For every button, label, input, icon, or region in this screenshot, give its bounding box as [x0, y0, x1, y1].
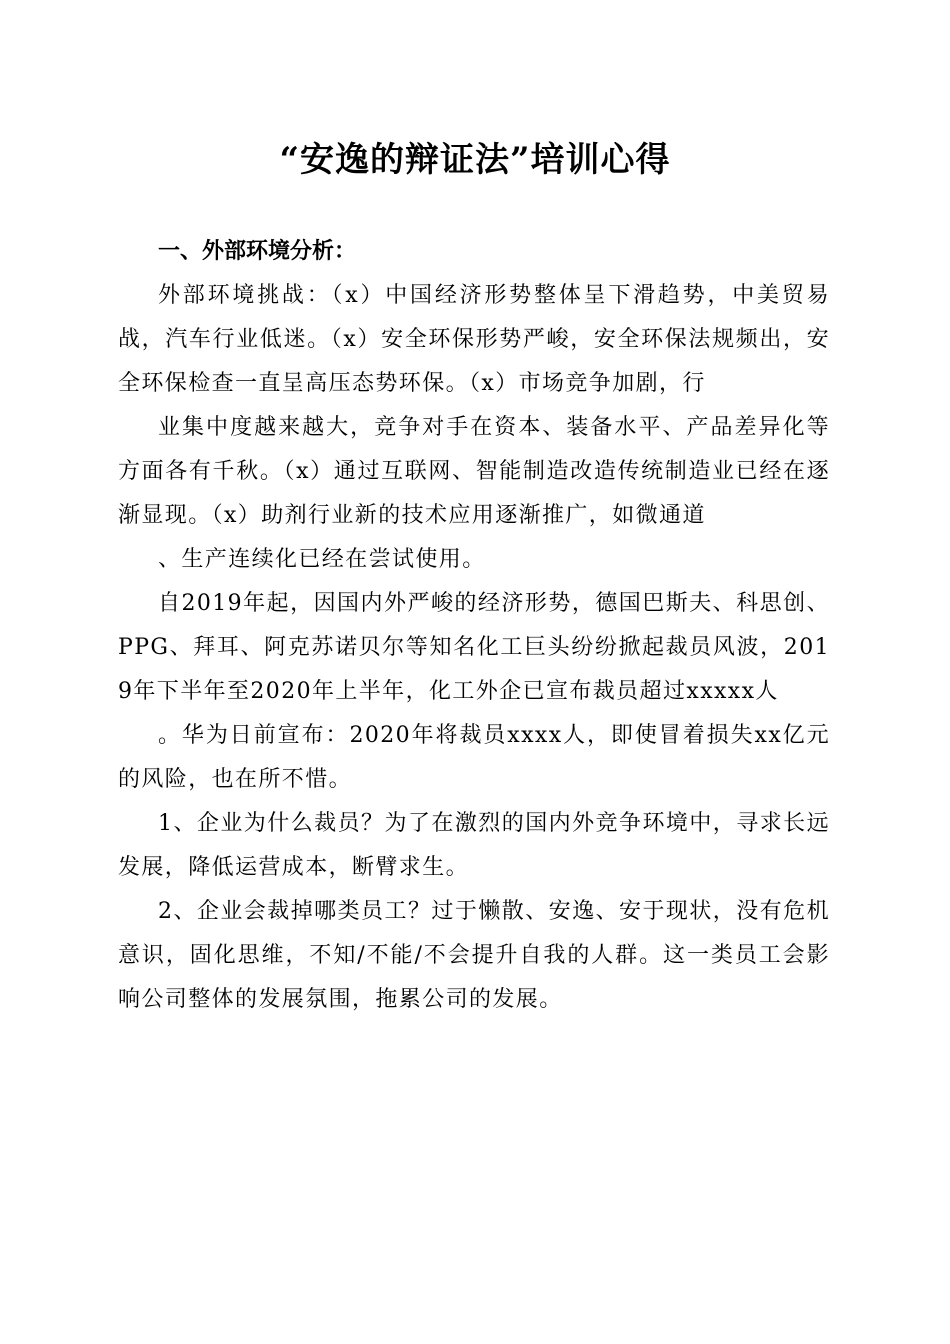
paragraph-4: 自2019年起，因国内外严峻的经济形势，德国巴斯夫、科思创、PPG、拜耳、阿克苏诺贝尔等知名化工巨头纷纷掀起裁员风波，2019年下半年至2020年上半年，化工外企已宣布裁员超过xxxxx人 [118, 591, 830, 704]
paragraph-6: 1、企业为什么裁员？为了在激烈的国内外竞争环境中，寻求长远发展，降低运营成本，断臂求生。 [118, 811, 830, 880]
paragraph-1: 外部环境挑战：（x）中国经济形势整体呈下滑趋势，中美贸易战，汽车行业低迷。（x）安全环保形势严峻，安全环保法规频出，安全环保检查一直呈高压态势环保。（x）市场竞争加剧，行 [118, 283, 830, 396]
document-body [118, 230, 830, 1022]
document-title: “安逸的辩证法”培训心得 [279, 140, 671, 180]
paragraph-2: 业集中度越来越大，竞争对手在资本、装备水平、产品差异化等方面各有千秋。（x）通过互联网、智能制造改造传统制造业已经在逐渐显现。（x）助剂行业新的技术应用逐渐推广，如微通道 [118, 415, 830, 528]
section-heading: 一、外部环境分析： [158, 239, 357, 264]
paragraph-7: 2、企业会裁掉哪类员工？过于懒散、安逸、安于现状，没有危机意识，固化思维，不知/不能/不会提升自我的人群。这一类员工会影响公司整体的发展氛围，拖累公司的发展。 [118, 899, 830, 1012]
paragraph-3: 、生产连续化已经在尝试使用。 [158, 547, 486, 572]
paragraph-5: 。华为日前宣布：2020年将裁员xxxx人，即使冒着损失xx亿元的风险，也在所不惜。 [118, 723, 830, 792]
